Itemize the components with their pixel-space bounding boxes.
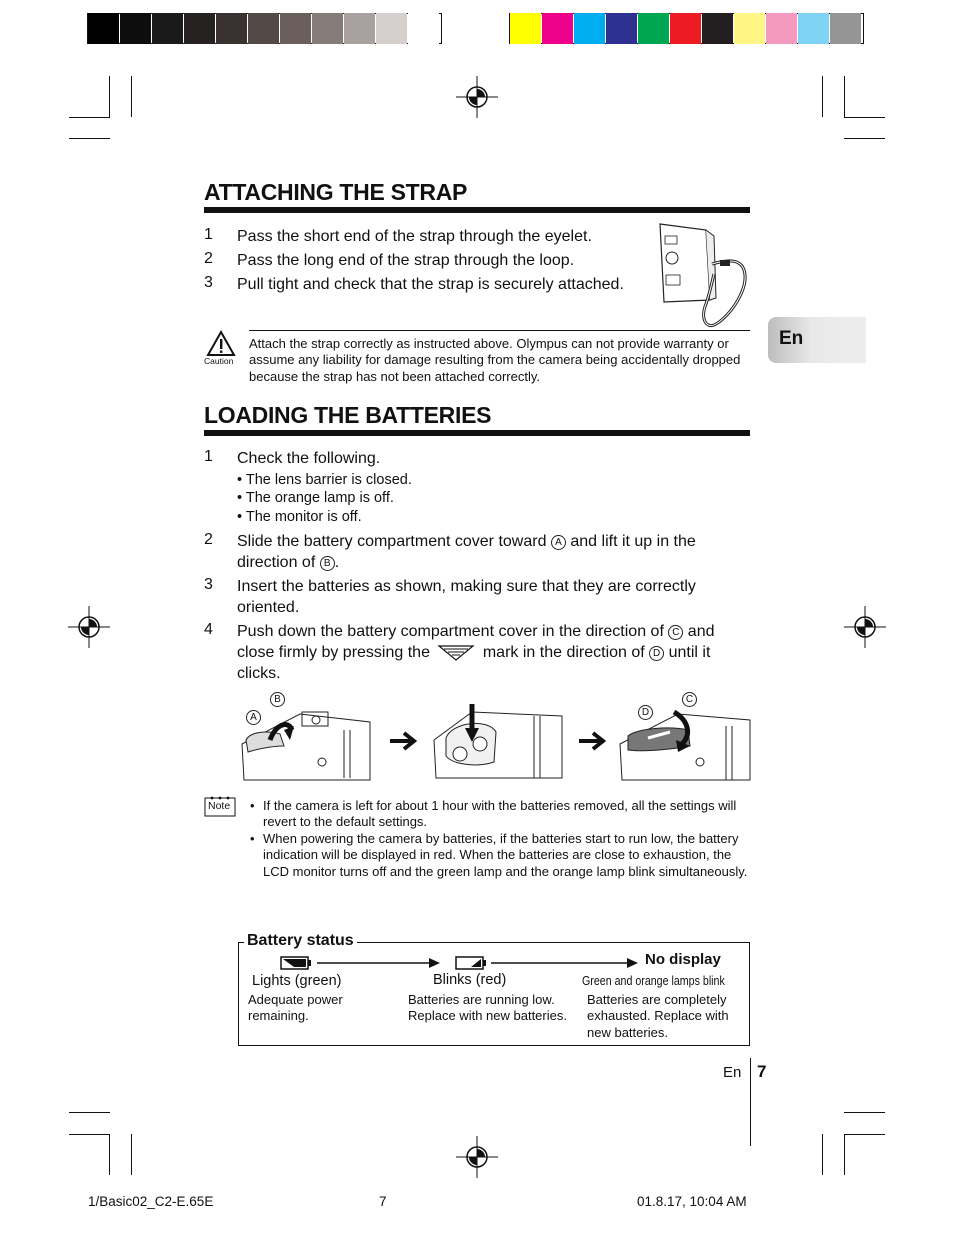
battery-step-1-text: Check the following. — [237, 450, 381, 467]
battery-step-3-text: Insert the batteries as shown, making sure that they are correctly oriented. — [237, 578, 696, 616]
gray-swatch-8 — [312, 13, 343, 44]
strap-step-3-number: 3 — [204, 274, 213, 291]
color-swatch-6 — [670, 13, 701, 44]
registration-mark-top — [456, 76, 498, 118]
gray-swatch-1 — [88, 13, 119, 44]
no-display-label: No display — [645, 951, 721, 968]
registration-mark-right — [844, 606, 886, 648]
figure-label-d: D — [638, 705, 653, 720]
status-arrow-1 — [317, 957, 441, 969]
battery-step-1-number: 1 — [204, 448, 213, 465]
figure-label-c: C — [682, 692, 697, 707]
figure-label-b: B — [270, 692, 285, 707]
marker-a: A — [551, 535, 566, 550]
gray-swatch-5 — [216, 13, 247, 44]
color-swatch-8 — [734, 13, 765, 44]
caution-text: Attach the strap correctly as instructed above. Olympus can not provide warranty or assume any liability for damage resulting from the camera being accidentally dropped because the strap has not been attached correctly. — [249, 336, 741, 384]
press-mark-icon — [438, 643, 474, 661]
note-bullet-2-marker: • — [250, 831, 255, 846]
battery-full-icon — [280, 956, 312, 970]
gray-swatch-3 — [152, 13, 183, 44]
strap-section-title: ATTACHING THE STRAP — [204, 179, 468, 205]
step-arrow-1 — [388, 730, 418, 752]
color-swatch-5 — [638, 13, 669, 44]
status-adequate-desc: Adequate power remaining. — [248, 992, 343, 1024]
status-blinks-red: Blinks (red) — [433, 972, 507, 988]
color-swatch-7 — [702, 13, 733, 44]
color-swatch-10 — [798, 13, 829, 44]
strap-step-1-text: Pass the short end of the strap through the eyelet. — [237, 228, 592, 245]
language-tab — [768, 317, 866, 363]
marker-b: B — [320, 556, 335, 571]
note-bullet-1-marker: • — [250, 798, 255, 813]
strap-title-rule — [204, 207, 750, 213]
caution-rule — [249, 330, 750, 331]
camera-close-cover-illustration — [618, 700, 753, 782]
batteries-section-title: LOADING THE BATTERIES — [204, 402, 492, 428]
battery-low-icon — [455, 956, 487, 970]
battery-step-2-number: 2 — [204, 531, 213, 548]
color-swatch-11 — [830, 13, 861, 44]
status-lamps-blink: Green and orange lamps blink — [582, 973, 725, 988]
marker-c: C — [668, 625, 683, 640]
battery-status-title: Battery status — [244, 932, 357, 950]
battery-step-4-number: 4 — [204, 621, 213, 638]
check-item-orange-lamp: • The orange lamp is off. — [237, 490, 394, 506]
check-item-lens-barrier: • The lens barrier is closed. — [237, 472, 412, 488]
registration-mark-left — [68, 606, 110, 648]
step-arrow-2 — [577, 730, 607, 752]
footer-file: 1/Basic02_C2-E.65E — [88, 1194, 214, 1209]
page-number-rule — [750, 1058, 751, 1146]
gray-swatch-4 — [184, 13, 215, 44]
color-swatch-4 — [606, 13, 637, 44]
color-swatch-3 — [574, 13, 605, 44]
note-item-1: If the camera is left for about 1 hour with the batteries removed, all the settings will revert to the default settings. — [263, 798, 737, 830]
gray-swatch-6 — [248, 13, 279, 44]
registration-mark-bottom — [456, 1136, 498, 1178]
footer-page: 7 — [379, 1194, 387, 1209]
camera-battery-insert-illustration — [432, 698, 564, 780]
gray-swatch-10 — [376, 13, 407, 44]
battery-step-3-number: 3 — [204, 576, 213, 593]
batteries-title-rule — [204, 430, 750, 436]
color-swatch-9 — [766, 13, 797, 44]
color-swatch-2 — [542, 13, 573, 44]
page-language: En — [723, 1064, 742, 1081]
gray-swatch-9 — [344, 13, 375, 44]
gray-swatch-11 — [408, 13, 439, 44]
note-label: Note — [208, 800, 231, 812]
battery-step-4-text: Push down the battery compartment cover in the direction of C and close firmly by pressing the mark in the direction of D until it clicks. — [237, 623, 715, 682]
language-tab-label: En — [779, 328, 804, 349]
color-swatch-1 — [510, 13, 541, 44]
status-lights-green: Lights (green) — [252, 973, 342, 989]
marker-d: D — [649, 646, 664, 661]
page-number: 7 — [757, 1062, 767, 1081]
caution-icon — [206, 330, 236, 357]
status-running-low-desc: Batteries are running low. Replace with new batteries. — [408, 992, 567, 1024]
check-item-monitor: • The monitor is off. — [237, 509, 362, 525]
note-item-2: When powering the camera by batteries, if the batteries start to run low, the battery indication will be displayed in red. When the batteries are close to exhaustion, the LCD monitor turns off and the green lamp and the orange lamp blink simultaneously. — [263, 831, 748, 879]
status-exhausted-desc: Batteries are completely exhausted. Replace with new batteries. — [587, 992, 729, 1040]
camera-strap-illustration — [656, 220, 752, 330]
figure-label-a: A — [246, 710, 261, 725]
battery-step-2-text: Slide the battery compartment cover toward A and lift it up in the direction of B . — [237, 533, 696, 571]
footer-timestamp: 01.8.17, 10:04 AM — [637, 1194, 747, 1209]
strap-step-1-number: 1 — [204, 226, 213, 243]
caution-label: Caution — [204, 356, 234, 366]
strap-step-2-number: 2 — [204, 250, 213, 267]
camera-open-cover-illustration — [240, 700, 375, 782]
gray-swatch-2 — [120, 13, 151, 44]
status-arrow-2 — [491, 957, 639, 969]
battery-procedure-figure — [240, 692, 755, 782]
strap-step-2-text: Pass the long end of the strap through the loop. — [237, 252, 575, 269]
strap-step-3-text: Pull tight and check that the strap is securely attached. — [237, 276, 624, 293]
gray-swatch-7 — [280, 13, 311, 44]
